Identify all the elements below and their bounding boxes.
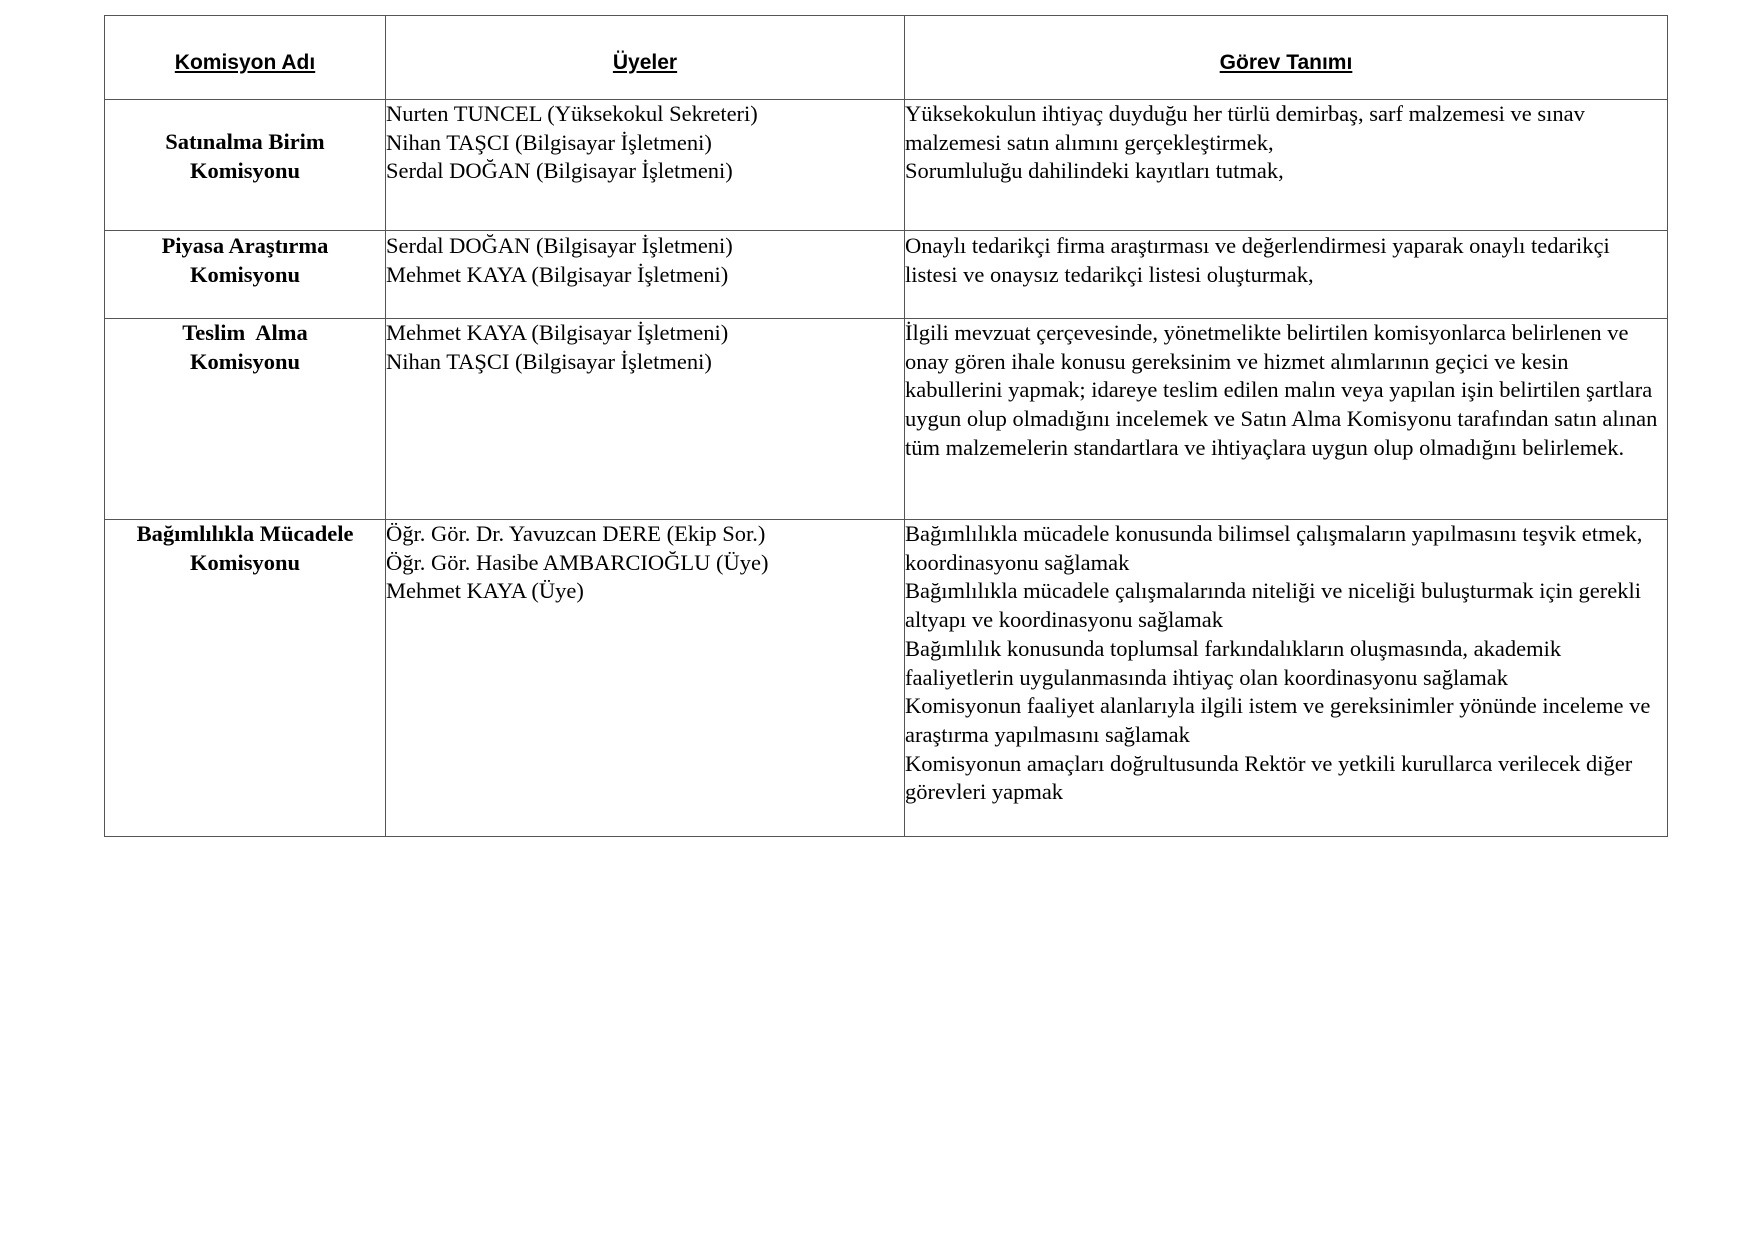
members-cell (386, 319, 905, 520)
members-cell (386, 520, 905, 837)
commission-name-cell (105, 100, 386, 231)
commission-name-cell (105, 231, 386, 319)
header-members: Üyeler (386, 16, 905, 100)
commission-name-cell (105, 319, 386, 520)
table-header-row (105, 16, 1668, 100)
table-row (105, 100, 1668, 231)
duty-item: İlgili mevzuat çerçevesinde, yönetmelikte belirtilen komisyonlarca belirlenen ve onay gören ihale konusu gereksinim ve hizmet alımlarının geçici ve kesin kabullerini yapmak; idareye teslim edilen malın veya yapılan işin belirtilen şartlara uygun olup olmadığını incelemek ve Satın Alma Komisyonu tarafından satın alınan tüm malzemelerin standartlara ve ihtiyaçlara uygun olup olmadığını belirlemek. (905, 320, 1658, 460)
member-entry: Mehmet KAYA (Bilgisayar İşletmeni) (386, 261, 729, 287)
table-row (105, 319, 1668, 520)
member-entry: Nihan TAŞCI (Bilgisayar İşletmeni) (386, 348, 712, 374)
commission-name-line: Satınalma Birim (165, 129, 325, 154)
duty-item: Bağımlılıkla mücadele çalışmalarında niteliği ve niceliği buluşturmak için gerekli altyapı ve koordinasyonu sağlamak (905, 578, 1642, 633)
members-cell (386, 231, 905, 319)
member-entry: Serdal DOĞAN (Bilgisayar İşletmeni) (386, 158, 733, 184)
duty-item: Komisyonun faaliyet alanlarıyla ilgili istem ve gereksinimler yönünde inceleme ve araştırma yapılmasını sağlamak (905, 693, 1651, 747)
member-entry: Nihan TAŞCI (Bilgisayar İşletmeni) (386, 129, 712, 155)
duty-item: Onaylı tedarikçi firma araştırması ve değerlendirmesi yaparak onaylı tedarikçi listesi ve onaysız tedarikçi listesi oluşturmak, (905, 233, 1610, 287)
duty-item: Sorumluluğu dahilindeki kayıtları tutmak, (905, 158, 1284, 184)
member-entry: Öğr. Gör. Dr. Yavuzcan DERE (Ekip Sor.) (386, 521, 766, 546)
commission-name-line: Komisyonu (189, 348, 301, 374)
member-entry: Öğr. Gör. Hasibe AMBARCIOĞLU (Üye) (386, 549, 769, 575)
duties-cell (905, 231, 1668, 319)
duty-item: Bağımlılıkla mücadele konusunda bilimsel çalışmaların yapılmasını teşvik etmek, koordinasyonu sağlamak (905, 521, 1643, 575)
table-row (105, 520, 1668, 837)
duties-cell (905, 319, 1668, 520)
commission-name-line: Teslim Alma (182, 320, 308, 345)
member-entry: Serdal DOĞAN (Bilgisayar İşletmeni) (386, 233, 733, 258)
header-duty-description: Görev Tanımı (905, 16, 1668, 100)
members-cell (386, 100, 905, 231)
duties-cell (905, 520, 1668, 837)
commission-name-line: Bağımlılıkla Mücadele (136, 521, 354, 546)
commission-name-cell (105, 520, 386, 837)
table-row (105, 231, 1668, 319)
duty-item: Komisyonun amaçları doğrultusunda Rektör ve yetkili kurullarca verilecek diğer görevleri yapmak (905, 750, 1633, 805)
duties-cell (905, 100, 1668, 231)
commission-name-line: Komisyonu (189, 261, 301, 287)
duty-item: Bağımlılık konusunda toplumsal farkındalıkların oluşmasında, akademik faaliyetlerin uygulanmasında ihtiyaç olan koordinasyonu sağlamak (905, 635, 1562, 690)
header-commission-name: Komisyon Adı (105, 16, 386, 100)
commission-name-line: Komisyonu (189, 549, 301, 575)
commission-table (104, 15, 1668, 837)
duty-item: Yüksekokulun ihtiyaç duyduğu her türlü demirbaş, sarf malzemesi ve sınav malzemesi satın alımını gerçekleştirmek, (905, 101, 1585, 155)
member-entry: Mehmet KAYA (Bilgisayar İşletmeni) (386, 320, 729, 345)
commission-name-line: Piyasa Araştırma (161, 233, 329, 258)
commission-name-line: Komisyonu (189, 157, 301, 183)
member-entry: Nurten TUNCEL (Yüksekokul Sekreteri) (386, 101, 758, 126)
member-entry: Mehmet KAYA (Üye) (386, 578, 584, 604)
